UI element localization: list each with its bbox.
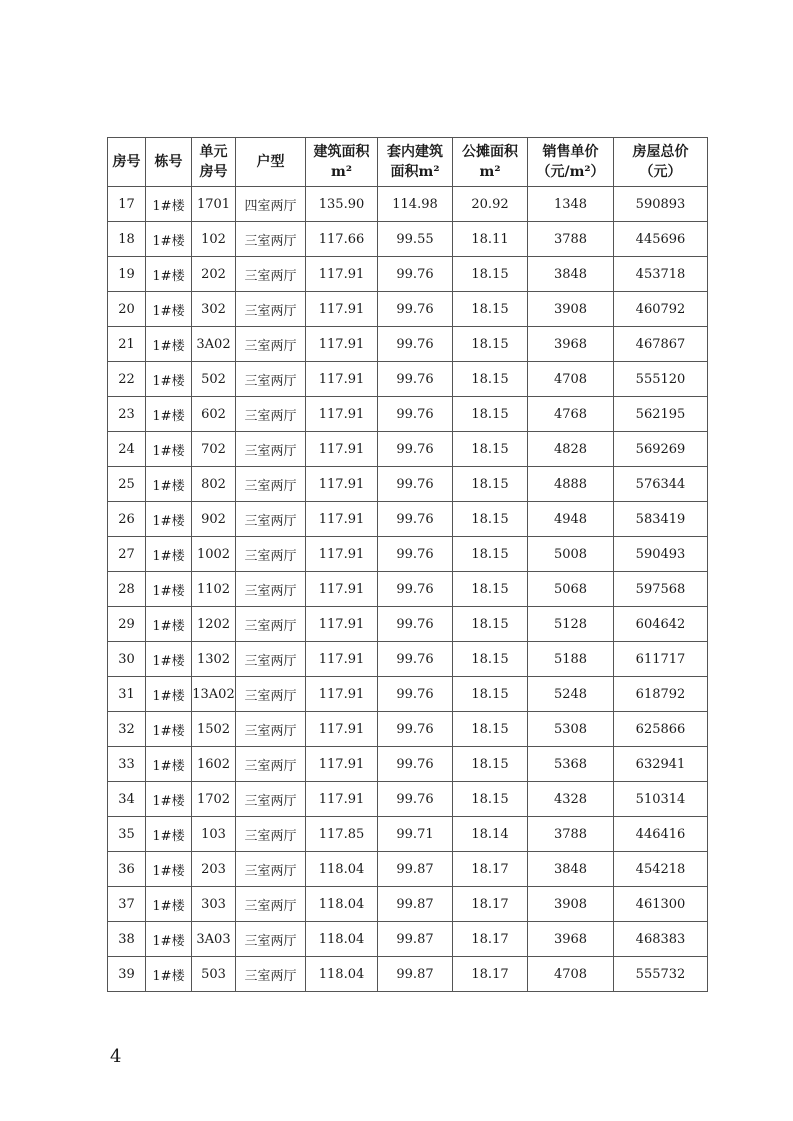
gross-area-cell: 117.91: [306, 362, 378, 397]
inner-area-cell: 99.87: [378, 957, 453, 992]
table-row: [108, 327, 708, 362]
header-shared-area: [453, 138, 528, 187]
gross-area-cell: 117.91: [306, 642, 378, 677]
unit-price-cell: 3908: [528, 887, 614, 922]
room-no-cell: 31: [108, 677, 146, 712]
total-price-cell: 445696: [614, 222, 708, 257]
room-no-cell: 35: [108, 817, 146, 852]
page-number: 4: [110, 1046, 122, 1067]
header-text-line: （元）: [639, 164, 682, 180]
room-no-cell: 23: [108, 397, 146, 432]
shared-area-cell: 18.15: [453, 572, 528, 607]
layout-cell: 三室两厅: [236, 292, 306, 327]
gross-area-cell: 117.66: [306, 222, 378, 257]
unit-room-no-cell: 902: [192, 502, 236, 537]
table-row: [108, 292, 708, 327]
gross-area-cell: 117.91: [306, 747, 378, 782]
gross-area-cell: 118.04: [306, 957, 378, 992]
unit-price-cell: 4888: [528, 467, 614, 502]
inner-area-cell: 99.76: [378, 712, 453, 747]
shared-area-cell: 18.15: [453, 467, 528, 502]
unit-price-cell: 4708: [528, 362, 614, 397]
shared-area-cell: 18.15: [453, 397, 528, 432]
unit-room-no-cell: 202: [192, 257, 236, 292]
shared-area-cell: 18.15: [453, 607, 528, 642]
table-row: [108, 467, 708, 502]
unit-room-no-cell: 1502: [192, 712, 236, 747]
room-no-cell: 36: [108, 852, 146, 887]
shared-area-cell: 18.17: [453, 922, 528, 957]
gross-area-cell: 118.04: [306, 887, 378, 922]
inner-area-cell: 99.55: [378, 222, 453, 257]
table-row: [108, 642, 708, 677]
header-text-line: 单元: [199, 144, 228, 160]
unit-room-no-cell: 3A03: [192, 922, 236, 957]
table-row: [108, 957, 708, 992]
shared-area-cell: 18.14: [453, 817, 528, 852]
table-row: [108, 362, 708, 397]
header-text-line: 建筑面积: [313, 144, 370, 160]
unit-price-cell: 5008: [528, 537, 614, 572]
total-price-cell: 590493: [614, 537, 708, 572]
unit-room-no-cell: 1002: [192, 537, 236, 572]
inner-area-cell: 99.76: [378, 537, 453, 572]
layout-cell: 三室两厅: [236, 782, 306, 817]
inner-area-cell: 99.76: [378, 362, 453, 397]
layout-cell: 三室两厅: [236, 607, 306, 642]
shared-area-cell: 18.15: [453, 327, 528, 362]
gross-area-cell: 117.85: [306, 817, 378, 852]
room-no-cell: 21: [108, 327, 146, 362]
unit-room-no-cell: 302: [192, 292, 236, 327]
header-layout: [236, 138, 306, 187]
gross-area-cell: 118.04: [306, 852, 378, 887]
building-no-cell: 1#楼: [146, 922, 192, 957]
layout-cell: 三室两厅: [236, 922, 306, 957]
total-price-cell: 562195: [614, 397, 708, 432]
total-price-cell: 583419: [614, 502, 708, 537]
gross-area-cell: 117.91: [306, 782, 378, 817]
unit-price-cell: 5188: [528, 642, 614, 677]
table-row: [108, 257, 708, 292]
room-no-cell: 39: [108, 957, 146, 992]
table-row: [108, 537, 708, 572]
building-no-cell: 1#楼: [146, 467, 192, 502]
header-text-line: 户型: [256, 154, 285, 170]
table-row: [108, 677, 708, 712]
inner-area-cell: 99.76: [378, 677, 453, 712]
table-row: [108, 852, 708, 887]
inner-area-cell: 99.71: [378, 817, 453, 852]
inner-area-cell: 99.76: [378, 572, 453, 607]
shared-area-cell: 18.15: [453, 642, 528, 677]
building-no-cell: 1#楼: [146, 852, 192, 887]
unit-room-no-cell: 602: [192, 397, 236, 432]
inner-area-cell: 99.76: [378, 432, 453, 467]
header-inner-area: [378, 138, 453, 187]
room-no-cell: 33: [108, 747, 146, 782]
unit-price-cell: 3848: [528, 852, 614, 887]
table-row: [108, 887, 708, 922]
building-no-cell: 1#楼: [146, 187, 192, 222]
layout-cell: 三室两厅: [236, 537, 306, 572]
unit-room-no-cell: 13A02: [192, 677, 236, 712]
layout-cell: 三室两厅: [236, 397, 306, 432]
building-no-cell: 1#楼: [146, 607, 192, 642]
unit-room-no-cell: 1702: [192, 782, 236, 817]
total-price-cell: 597568: [614, 572, 708, 607]
header-building-no: [146, 138, 192, 187]
layout-cell: 三室两厅: [236, 432, 306, 467]
unit-price-cell: 4948: [528, 502, 614, 537]
total-price-cell: 632941: [614, 747, 708, 782]
layout-cell: 四室两厅: [236, 187, 306, 222]
layout-cell: 三室两厅: [236, 467, 306, 502]
unit-price-cell: 5368: [528, 747, 614, 782]
building-no-cell: 1#楼: [146, 782, 192, 817]
room-no-cell: 38: [108, 922, 146, 957]
unit-price-cell: 5248: [528, 677, 614, 712]
table-row: [108, 572, 708, 607]
total-price-cell: 569269: [614, 432, 708, 467]
shared-area-cell: 18.17: [453, 852, 528, 887]
unit-price-cell: 3968: [528, 922, 614, 957]
total-price-cell: 454218: [614, 852, 708, 887]
total-price-cell: 555732: [614, 957, 708, 992]
header-text-line: 房屋总价: [632, 144, 689, 160]
room-no-cell: 28: [108, 572, 146, 607]
unit-price-cell: 5068: [528, 572, 614, 607]
header-room-no: [108, 138, 146, 187]
header-total-price: [614, 138, 708, 187]
unit-price-cell: 4328: [528, 782, 614, 817]
gross-area-cell: 117.91: [306, 292, 378, 327]
total-price-cell: 446416: [614, 817, 708, 852]
layout-cell: 三室两厅: [236, 257, 306, 292]
gross-area-cell: 117.91: [306, 257, 378, 292]
building-no-cell: 1#楼: [146, 502, 192, 537]
building-no-cell: 1#楼: [146, 712, 192, 747]
layout-cell: 三室两厅: [236, 642, 306, 677]
shared-area-cell: 18.15: [453, 747, 528, 782]
gross-area-cell: 117.91: [306, 502, 378, 537]
room-no-cell: 19: [108, 257, 146, 292]
unit-room-no-cell: 503: [192, 957, 236, 992]
table-body: [108, 187, 708, 992]
room-no-cell: 17: [108, 187, 146, 222]
gross-area-cell: 117.91: [306, 572, 378, 607]
unit-room-no-cell: 702: [192, 432, 236, 467]
unit-room-no-cell: 103: [192, 817, 236, 852]
layout-cell: 三室两厅: [236, 677, 306, 712]
inner-area-cell: 99.87: [378, 922, 453, 957]
unit-room-no-cell: 102: [192, 222, 236, 257]
building-no-cell: 1#楼: [146, 432, 192, 467]
building-no-cell: 1#楼: [146, 677, 192, 712]
total-price-cell: 468383: [614, 922, 708, 957]
total-price-cell: 453718: [614, 257, 708, 292]
header-unit-price: [528, 138, 614, 187]
total-price-cell: 461300: [614, 887, 708, 922]
building-no-cell: 1#楼: [146, 642, 192, 677]
shared-area-cell: 18.15: [453, 537, 528, 572]
shared-area-cell: 18.15: [453, 432, 528, 467]
table-row: [108, 712, 708, 747]
layout-cell: 三室两厅: [236, 222, 306, 257]
inner-area-cell: 114.98: [378, 187, 453, 222]
inner-area-cell: 99.76: [378, 467, 453, 502]
shared-area-cell: 18.11: [453, 222, 528, 257]
building-no-cell: 1#楼: [146, 537, 192, 572]
layout-cell: 三室两厅: [236, 712, 306, 747]
gross-area-cell: 117.91: [306, 712, 378, 747]
unit-room-no-cell: 1302: [192, 642, 236, 677]
layout-cell: 三室两厅: [236, 327, 306, 362]
unit-room-no-cell: 802: [192, 467, 236, 502]
unit-price-cell: 3848: [528, 257, 614, 292]
table-row: [108, 432, 708, 467]
layout-cell: 三室两厅: [236, 817, 306, 852]
gross-area-cell: 117.91: [306, 537, 378, 572]
gross-area-cell: 135.90: [306, 187, 378, 222]
header-gross-area: [306, 138, 378, 187]
layout-cell: 三室两厅: [236, 852, 306, 887]
housing-price-table: [107, 137, 708, 992]
room-no-cell: 18: [108, 222, 146, 257]
table-row: [108, 782, 708, 817]
inner-area-cell: 99.87: [378, 852, 453, 887]
unit-room-no-cell: 3A02: [192, 327, 236, 362]
shared-area-cell: 18.15: [453, 677, 528, 712]
header-text-line: （元/m²）: [536, 164, 605, 180]
total-price-cell: 576344: [614, 467, 708, 502]
unit-price-cell: 4768: [528, 397, 614, 432]
gross-area-cell: 118.04: [306, 922, 378, 957]
total-price-cell: 590893: [614, 187, 708, 222]
table-row: [108, 187, 708, 222]
unit-price-cell: 3788: [528, 817, 614, 852]
room-no-cell: 29: [108, 607, 146, 642]
total-price-cell: 618792: [614, 677, 708, 712]
total-price-cell: 460792: [614, 292, 708, 327]
layout-cell: 三室两厅: [236, 572, 306, 607]
unit-price-cell: 1348: [528, 187, 614, 222]
unit-price-cell: 3908: [528, 292, 614, 327]
header-text-line: 栋号: [154, 154, 183, 170]
header-text-line: m²: [479, 164, 501, 180]
header-text-line: 套内建筑: [387, 144, 443, 160]
inner-area-cell: 99.76: [378, 257, 453, 292]
total-price-cell: 625866: [614, 712, 708, 747]
header-text-line: 房号: [112, 154, 141, 170]
unit-price-cell: 3788: [528, 222, 614, 257]
unit-room-no-cell: 203: [192, 852, 236, 887]
unit-room-no-cell: 1602: [192, 747, 236, 782]
room-no-cell: 26: [108, 502, 146, 537]
shared-area-cell: 18.15: [453, 712, 528, 747]
unit-price-cell: 5308: [528, 712, 614, 747]
table-row: [108, 397, 708, 432]
header-text-line: 公摊面积: [462, 144, 518, 160]
inner-area-cell: 99.76: [378, 397, 453, 432]
unit-price-cell: 5128: [528, 607, 614, 642]
shared-area-cell: 18.15: [453, 782, 528, 817]
table-row: [108, 222, 708, 257]
inner-area-cell: 99.76: [378, 782, 453, 817]
total-price-cell: 467867: [614, 327, 708, 362]
table-row: [108, 747, 708, 782]
building-no-cell: 1#楼: [146, 292, 192, 327]
building-no-cell: 1#楼: [146, 397, 192, 432]
table-header-row: [108, 138, 708, 187]
shared-area-cell: 18.15: [453, 502, 528, 537]
layout-cell: 三室两厅: [236, 362, 306, 397]
building-no-cell: 1#楼: [146, 222, 192, 257]
header-text-line: 房号: [199, 164, 228, 180]
inner-area-cell: 99.76: [378, 327, 453, 362]
unit-room-no-cell: 1701: [192, 187, 236, 222]
unit-price-cell: 3968: [528, 327, 614, 362]
room-no-cell: 32: [108, 712, 146, 747]
inner-area-cell: 99.76: [378, 502, 453, 537]
layout-cell: 三室两厅: [236, 747, 306, 782]
gross-area-cell: 117.91: [306, 432, 378, 467]
layout-cell: 三室两厅: [236, 502, 306, 537]
gross-area-cell: 117.91: [306, 607, 378, 642]
room-no-cell: 22: [108, 362, 146, 397]
inner-area-cell: 99.87: [378, 887, 453, 922]
shared-area-cell: 18.15: [453, 257, 528, 292]
table-row: [108, 502, 708, 537]
shared-area-cell: 18.15: [453, 292, 528, 327]
total-price-cell: 555120: [614, 362, 708, 397]
room-no-cell: 30: [108, 642, 146, 677]
unit-room-no-cell: 1102: [192, 572, 236, 607]
room-no-cell: 27: [108, 537, 146, 572]
room-no-cell: 25: [108, 467, 146, 502]
unit-room-no-cell: 303: [192, 887, 236, 922]
header-unit-room-no: [192, 138, 236, 187]
building-no-cell: 1#楼: [146, 257, 192, 292]
building-no-cell: 1#楼: [146, 747, 192, 782]
building-no-cell: 1#楼: [146, 327, 192, 362]
layout-cell: 三室两厅: [236, 957, 306, 992]
header-text-line: 面积m²: [390, 164, 440, 180]
unit-room-no-cell: 502: [192, 362, 236, 397]
room-no-cell: 37: [108, 887, 146, 922]
unit-price-cell: 4828: [528, 432, 614, 467]
shared-area-cell: 20.92: [453, 187, 528, 222]
shared-area-cell: 18.15: [453, 362, 528, 397]
inner-area-cell: 99.76: [378, 747, 453, 782]
total-price-cell: 604642: [614, 607, 708, 642]
gross-area-cell: 117.91: [306, 677, 378, 712]
gross-area-cell: 117.91: [306, 327, 378, 362]
header-text-line: m²: [331, 164, 352, 180]
unit-price-cell: 4708: [528, 957, 614, 992]
room-no-cell: 34: [108, 782, 146, 817]
building-no-cell: 1#楼: [146, 817, 192, 852]
gross-area-cell: 117.91: [306, 467, 378, 502]
gross-area-cell: 117.91: [306, 397, 378, 432]
building-no-cell: 1#楼: [146, 957, 192, 992]
table-row: [108, 922, 708, 957]
inner-area-cell: 99.76: [378, 607, 453, 642]
inner-area-cell: 99.76: [378, 642, 453, 677]
building-no-cell: 1#楼: [146, 887, 192, 922]
unit-room-no-cell: 1202: [192, 607, 236, 642]
building-no-cell: 1#楼: [146, 362, 192, 397]
table-row: [108, 817, 708, 852]
inner-area-cell: 99.76: [378, 292, 453, 327]
table-row: [108, 607, 708, 642]
shared-area-cell: 18.17: [453, 957, 528, 992]
room-no-cell: 24: [108, 432, 146, 467]
shared-area-cell: 18.17: [453, 887, 528, 922]
header-text-line: 销售单价: [542, 144, 599, 160]
total-price-cell: 510314: [614, 782, 708, 817]
total-price-cell: 611717: [614, 642, 708, 677]
room-no-cell: 20: [108, 292, 146, 327]
layout-cell: 三室两厅: [236, 887, 306, 922]
building-no-cell: 1#楼: [146, 572, 192, 607]
